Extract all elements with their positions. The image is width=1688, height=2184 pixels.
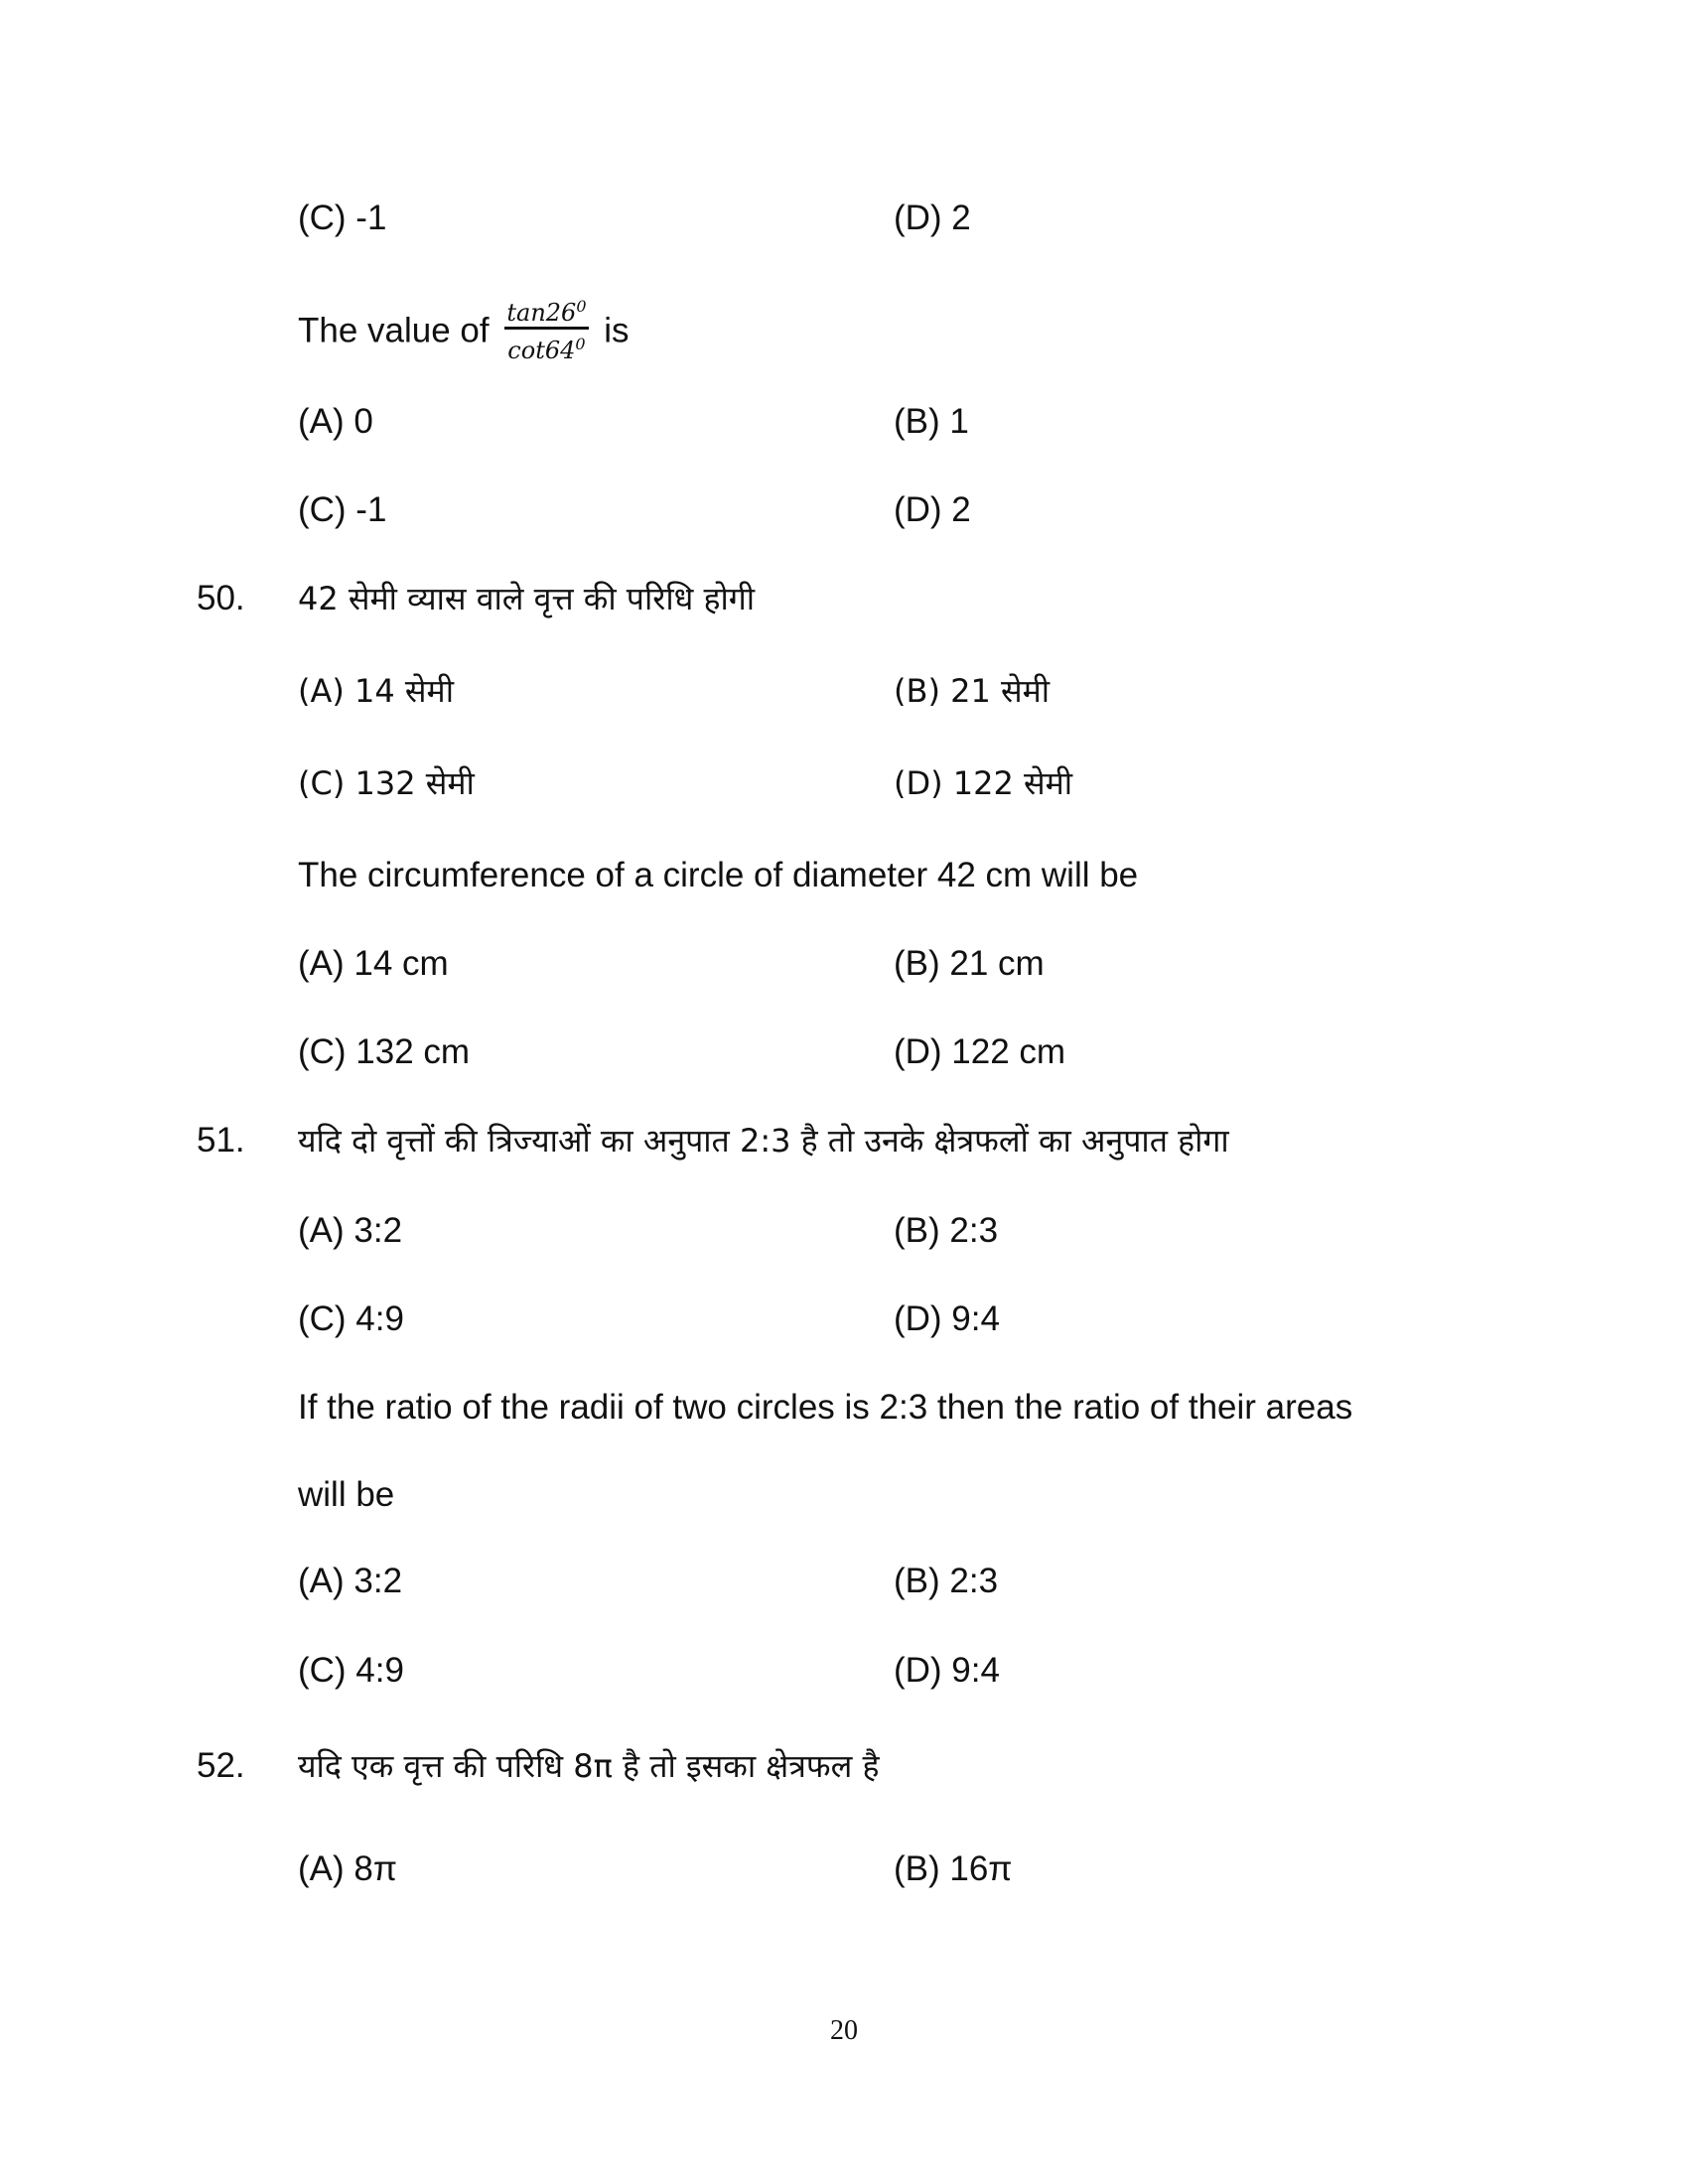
q50-number: 50.: [197, 579, 245, 617]
page-number: 20: [830, 2015, 858, 2046]
q50-hindi-question: 42 सेमी व्यास वाले वृत्त की परिधि होगी: [298, 580, 756, 617]
q51-english-option-c: (C) 4:9: [298, 1651, 404, 1690]
q49-english-option-a: (A) 0: [298, 402, 373, 441]
q51-number: 51.: [197, 1121, 245, 1160]
q49-prefix: The value of: [298, 311, 490, 350]
q50-hindi-option-c: (C) 132 सेमी: [298, 764, 475, 802]
q51-hindi-option-c: (C) 4:9: [298, 1299, 404, 1338]
q50-hindi-option-b: (B) 21 सेमी: [894, 672, 1051, 710]
q51-hindi-option-a: (A) 3:2: [298, 1211, 403, 1250]
q50-english-option-b: (B) 21 cm: [894, 944, 1045, 983]
q52-hindi-option-b: (B) 16π: [894, 1849, 1013, 1888]
fraction-numerator: $\tan 26^0$: [504, 294, 588, 330]
q50-english-question: The circumference of a circle of diameter 42 cm will be: [298, 856, 1139, 894]
q51-english-option-b: (B) 2:3: [894, 1562, 999, 1600]
q51-english-option-a: (A) 3:2: [298, 1562, 403, 1600]
q50-hindi-option-d: (D) 122 सेमी: [894, 764, 1073, 802]
q51-english-question-line1: If the ratio of the radii of two circles is 2:3 then the ratio of their areas: [298, 1388, 1353, 1427]
q51-english-question-line2: will be: [298, 1475, 395, 1514]
q50-english-option-d: (D) 122 cm: [894, 1032, 1066, 1071]
q49-hindi-option-d: (D) 2: [894, 199, 971, 237]
fraction-denominator: $\cot 64^0$: [507, 335, 586, 364]
q51-hindi-question: यदि दो वृत्तों की त्रिज्याओं का अनुपात 2:3 है तो उनके क्षेत्रफलों का अनुपात होगा: [298, 1122, 1229, 1160]
q51-english-option-d: (D) 9:4: [894, 1651, 1000, 1690]
q49-suffix: is: [604, 311, 630, 350]
q50-english-option-a: (A) 14 cm: [298, 944, 449, 983]
q49-hindi-option-c: (C) -1: [298, 199, 387, 237]
q51-hindi-option-b: (B) 2:3: [894, 1211, 999, 1250]
q52-hindi-option-a: (A) 8π: [298, 1849, 397, 1888]
q49-english-option-b: (B) 1: [894, 402, 969, 441]
q49-english-option-d: (D) 2: [894, 490, 971, 529]
q50-english-option-c: (C) 132 cm: [298, 1032, 471, 1071]
q50-hindi-option-a: (A) 14 सेमी: [298, 672, 454, 710]
q51-hindi-option-d: (D) 9:4: [894, 1299, 1000, 1338]
q49-english-question: [298, 298, 630, 367]
tan-cot-fraction: [504, 294, 588, 363]
q49-english-option-c: (C) -1: [298, 490, 387, 529]
q52-number: 52.: [197, 1746, 245, 1785]
q52-hindi-question: यदि एक वृत्त की परिधि 8π है तो इसका क्षेत्रफल है: [298, 1747, 880, 1785]
